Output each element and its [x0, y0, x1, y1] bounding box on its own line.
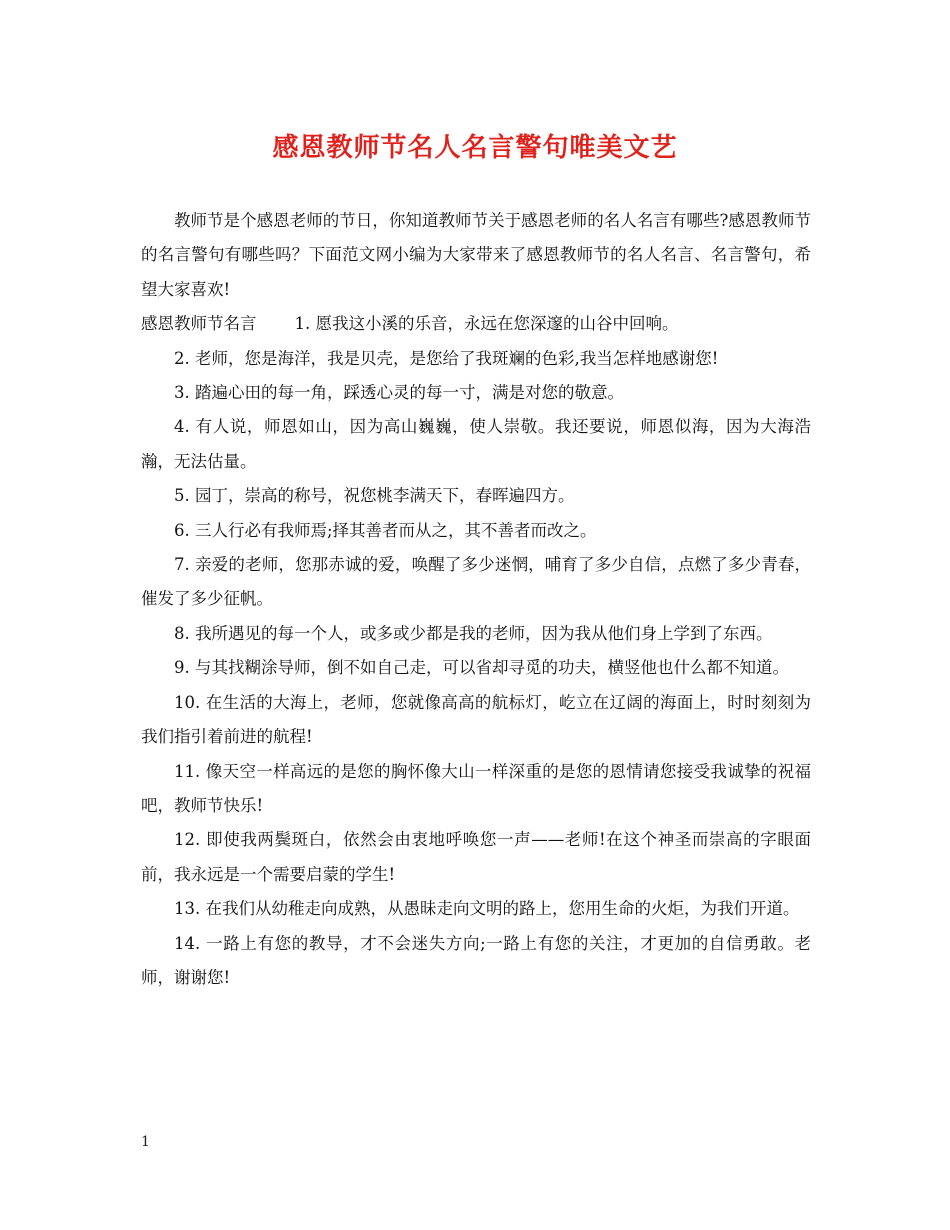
document-body: [141, 204, 811, 995]
quote-item: 6. 三人行必有我师焉;择其善者而从之，其不善者而改之。: [174, 520, 597, 540]
quote-item: 4. 有人说，师恩如山，因为高山巍巍，使人崇敬。我还要说，师恩似海，因为大海浩瀚，无法估量。: [141, 417, 811, 471]
quote-item: 2. 老师，您是海洋，我是贝壳，是您给了我斑斓的色彩,我当怎样地感谢您!: [174, 348, 719, 368]
quote-item: 5. 园丁，崇高的称号，祝您桃李满天下，春晖遍四方。: [174, 486, 575, 506]
quote-item: 13. 在我们从幼稚走向成熟，从愚昧走向文明的路上，您用生命的火炬，为我们开道。: [174, 899, 800, 919]
quote-item: 10. 在生活的大海上，老师，您就像高高的航标灯，屹立在辽阔的海面上，时时刻刻为我们指引着前进的航程!: [141, 692, 811, 747]
quote-item: 3. 踏遍心田的每一角，踩透心灵的每一寸，满是对您的敬意。: [174, 383, 624, 403]
quote-item: 9. 与其找糊涂导师，倒不如自己走，可以省却寻觅的功夫，横竖他也什么都不知道。: [174, 658, 789, 678]
quote-item: 14. 一路上有您的教导，才不会迷失方向;一路上有您的关注，才更加的自信勇敢。老师，谢谢您!: [141, 933, 811, 987]
quote-item: 12. 即使我两鬓斑白，依然会由衷地呼唤您一声——老师!在这个神圣而崇高的字眼面前，我永远是一个需要启蒙的学生!: [141, 830, 811, 884]
intro-paragraph: 教师节是个感恩老师的节日，你知道教师节关于感恩老师的名人名言有哪些?感恩教师节的名言警句有哪些吗？下面范文网小编为大家带来了感恩教师节的名人名言、名言警句，希望大家喜欢!: [141, 211, 811, 299]
document-title: 感恩教师节名人名言警句唯美文艺: [272, 133, 678, 163]
quote-item: 11. 像天空一样高远的是您的胸怀像大山一样深重的是您的恩情请您接受我诚挚的祝福吧，教师节快乐!: [141, 761, 811, 815]
section-heading: 感恩教师节名言: [141, 314, 257, 334]
page-number: 1: [141, 1134, 150, 1150]
quote-item: 7. 亲爱的老师，您那赤诚的爱，唤醒了多少迷惘，哺育了多少自信，点燃了多少青春，催发了多少征帆。: [141, 555, 811, 609]
section-heading-line: [141, 307, 811, 341]
quote-item: 1. 愿我这小溪的乐音，永远在您深邃的山谷中回响。: [294, 314, 679, 334]
quote-item: 8. 我所遇见的每一个人，或多或少都是我的老师，因为我从他们身上学到了东西。: [174, 623, 773, 643]
